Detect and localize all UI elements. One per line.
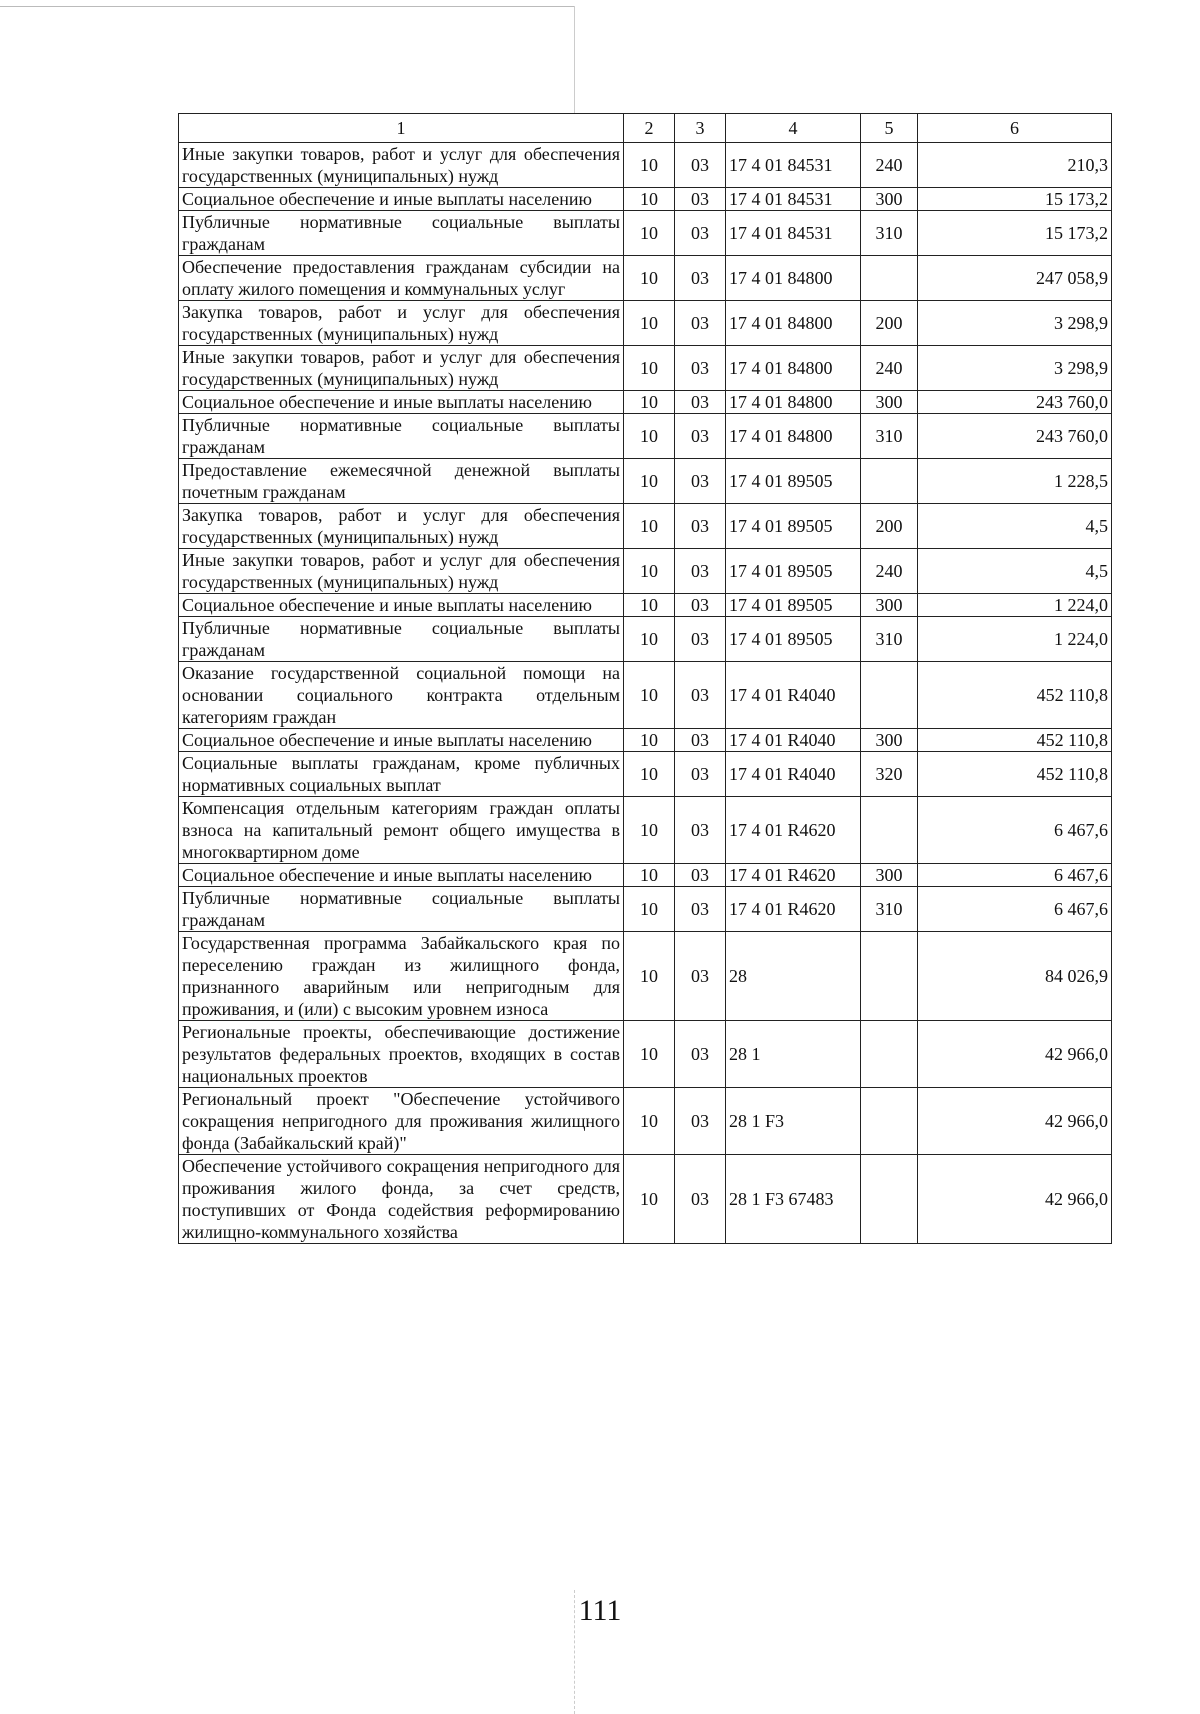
row-subsection-cell: 03: [675, 617, 726, 662]
row-target-code-cell: 28 1 F3 67483: [726, 1155, 861, 1244]
row-expense-type-cell: 240: [861, 346, 918, 391]
row-section-cell: 10: [624, 932, 675, 1021]
row-name-cell: Закупка товаров, работ и услуг для обеспечения государственных (муниципальных) нужд: [179, 301, 624, 346]
row-expense-type-cell: 300: [861, 188, 918, 211]
row-subsection-cell: 03: [675, 504, 726, 549]
table-row: [179, 346, 1112, 391]
row-name-cell: Региональный проект "Обеспечение устойчивого сокращения непригодного для проживания жилищного фонда (Забайкальский край)": [179, 1088, 624, 1155]
row-target-code-cell: 17 4 01 89505: [726, 504, 861, 549]
row-target-code-cell: 17 4 01 84800: [726, 301, 861, 346]
row-amount-cell: 1 224,0: [918, 594, 1112, 617]
row-section-cell: 10: [624, 459, 675, 504]
row-amount-cell: 42 966,0: [918, 1088, 1112, 1155]
row-name-cell: Обеспечение предоставления гражданам субсидии на оплату жилого помещения и коммунальных услуг: [179, 256, 624, 301]
row-target-code-cell: 17 4 01 R4620: [726, 797, 861, 864]
row-expense-type-cell: [861, 1155, 918, 1244]
row-expense-type-cell: 240: [861, 549, 918, 594]
row-expense-type-cell: [861, 932, 918, 1021]
scan-fold-line: [574, 6, 575, 114]
row-target-code-cell: 17 4 01 84800: [726, 346, 861, 391]
row-target-code-cell: 17 4 01 84800: [726, 256, 861, 301]
row-subsection-cell: 03: [675, 188, 726, 211]
row-expense-type-cell: [861, 256, 918, 301]
table-row: [179, 549, 1112, 594]
row-name-cell: Государственная программа Забайкальского края по переселению граждан из жилищного фонда, признанного аварийным или непригодным для проживания, и (или) с высоким уровнем износа: [179, 932, 624, 1021]
row-expense-type-cell: 300: [861, 594, 918, 617]
header-col-4: 4: [726, 114, 861, 143]
row-expense-type-cell: 200: [861, 301, 918, 346]
row-target-code-cell: 17 4 01 89505: [726, 549, 861, 594]
row-expense-type-cell: 310: [861, 887, 918, 932]
row-subsection-cell: 03: [675, 1155, 726, 1244]
row-target-code-cell: 17 4 01 89505: [726, 459, 861, 504]
row-name-cell: Публичные нормативные социальные выплаты гражданам: [179, 211, 624, 256]
row-amount-cell: 1 224,0: [918, 617, 1112, 662]
table-row: [179, 301, 1112, 346]
row-name-cell: Обеспечение устойчивого сокращения непригодного для проживания жилого фонда, за счет средств, поступивших от Фонда содействия реформированию жилищно-коммунального хозяйства: [179, 1155, 624, 1244]
row-section-cell: 10: [624, 1021, 675, 1088]
row-amount-cell: 6 467,6: [918, 864, 1112, 887]
row-section-cell: 10: [624, 346, 675, 391]
row-name-cell: Социальные выплаты гражданам, кроме публичных нормативных социальных выплат: [179, 752, 624, 797]
page-number: 111: [578, 1594, 622, 1627]
row-name-cell: Оказание государственной социальной помощи на основании социального контракта отдельным категориям граждан: [179, 662, 624, 729]
row-subsection-cell: 03: [675, 346, 726, 391]
row-amount-cell: 243 760,0: [918, 391, 1112, 414]
row-subsection-cell: 03: [675, 459, 726, 504]
header-col-6: 6: [918, 114, 1112, 143]
row-section-cell: 10: [624, 1155, 675, 1244]
row-amount-cell: 84 026,9: [918, 932, 1112, 1021]
table-row: [179, 143, 1112, 188]
row-expense-type-cell: 300: [861, 729, 918, 752]
row-name-cell: Региональные проекты, обеспечивающие достижение результатов федеральных проектов, входящих в состав национальных проектов: [179, 1021, 624, 1088]
row-amount-cell: 452 110,8: [918, 752, 1112, 797]
row-subsection-cell: 03: [675, 662, 726, 729]
table-row: [179, 504, 1112, 549]
row-expense-type-cell: [861, 797, 918, 864]
row-amount-cell: 452 110,8: [918, 729, 1112, 752]
header-col-5: 5: [861, 114, 918, 143]
row-section-cell: 10: [624, 729, 675, 752]
row-expense-type-cell: [861, 1021, 918, 1088]
row-amount-cell: 42 966,0: [918, 1155, 1112, 1244]
table-row: [179, 211, 1112, 256]
table-header-row: [179, 114, 1112, 143]
row-expense-type-cell: [861, 1088, 918, 1155]
row-amount-cell: 42 966,0: [918, 1021, 1112, 1088]
header-col-1: 1: [179, 114, 624, 143]
row-target-code-cell: 17 4 01 R4620: [726, 864, 861, 887]
row-target-code-cell: 17 4 01 89505: [726, 617, 861, 662]
row-section-cell: 10: [624, 504, 675, 549]
row-subsection-cell: 03: [675, 887, 726, 932]
row-name-cell: Социальное обеспечение и иные выплаты населению: [179, 729, 624, 752]
row-name-cell: Закупка товаров, работ и услуг для обеспечения государственных (муниципальных) нужд: [179, 504, 624, 549]
row-subsection-cell: 03: [675, 301, 726, 346]
row-target-code-cell: 28: [726, 932, 861, 1021]
table-row: [179, 932, 1112, 1021]
row-subsection-cell: 03: [675, 729, 726, 752]
row-amount-cell: 3 298,9: [918, 346, 1112, 391]
row-section-cell: 10: [624, 391, 675, 414]
row-amount-cell: 4,5: [918, 504, 1112, 549]
row-expense-type-cell: 200: [861, 504, 918, 549]
row-section-cell: 10: [624, 752, 675, 797]
row-amount-cell: 210,3: [918, 143, 1112, 188]
row-name-cell: Социальное обеспечение и иные выплаты населению: [179, 594, 624, 617]
row-section-cell: 10: [624, 594, 675, 617]
row-target-code-cell: 17 4 01 R4620: [726, 887, 861, 932]
row-name-cell: Иные закупки товаров, работ и услуг для обеспечения государственных (муниципальных) нужд: [179, 346, 624, 391]
row-amount-cell: 15 173,2: [918, 211, 1112, 256]
row-target-code-cell: 17 4 01 R4040: [726, 729, 861, 752]
row-name-cell: Публичные нормативные социальные выплаты гражданам: [179, 414, 624, 459]
row-amount-cell: 1 228,5: [918, 459, 1112, 504]
table-row: [179, 729, 1112, 752]
row-amount-cell: 4,5: [918, 549, 1112, 594]
row-name-cell: Предоставление ежемесячной денежной выплаты почетным гражданам: [179, 459, 624, 504]
row-expense-type-cell: 310: [861, 617, 918, 662]
row-subsection-cell: 03: [675, 549, 726, 594]
row-target-code-cell: 17 4 01 84531: [726, 143, 861, 188]
row-subsection-cell: 03: [675, 1088, 726, 1155]
row-section-cell: 10: [624, 143, 675, 188]
row-expense-type-cell: 310: [861, 414, 918, 459]
table-row: [179, 1155, 1112, 1244]
row-subsection-cell: 03: [675, 594, 726, 617]
row-amount-cell: 452 110,8: [918, 662, 1112, 729]
row-expense-type-cell: 310: [861, 211, 918, 256]
row-target-code-cell: 17 4 01 R4040: [726, 752, 861, 797]
row-name-cell: Иные закупки товаров, работ и услуг для обеспечения государственных (муниципальных) нужд: [179, 549, 624, 594]
row-target-code-cell: 17 4 01 84800: [726, 391, 861, 414]
table-row: [179, 391, 1112, 414]
row-name-cell: Социальное обеспечение и иные выплаты населению: [179, 391, 624, 414]
row-section-cell: 10: [624, 256, 675, 301]
row-subsection-cell: 03: [675, 932, 726, 1021]
row-subsection-cell: 03: [675, 797, 726, 864]
row-amount-cell: 15 173,2: [918, 188, 1112, 211]
row-section-cell: 10: [624, 188, 675, 211]
table-row: [179, 752, 1112, 797]
table-row: [179, 864, 1112, 887]
row-name-cell: Социальное обеспечение и иные выплаты населению: [179, 188, 624, 211]
row-amount-cell: 247 058,9: [918, 256, 1112, 301]
row-subsection-cell: 03: [675, 391, 726, 414]
table-row: [179, 594, 1112, 617]
scan-edge-line: [0, 6, 575, 7]
table-row: [179, 662, 1112, 729]
table-row: [179, 797, 1112, 864]
table-body: [179, 143, 1112, 1244]
header-col-3: 3: [675, 114, 726, 143]
row-target-code-cell: 28 1 F3: [726, 1088, 861, 1155]
row-name-cell: Социальное обеспечение и иные выплаты населению: [179, 864, 624, 887]
row-target-code-cell: 17 4 01 84800: [726, 414, 861, 459]
header-col-2: 2: [624, 114, 675, 143]
row-section-cell: 10: [624, 617, 675, 662]
table-row: [179, 887, 1112, 932]
table-row: [179, 256, 1112, 301]
row-expense-type-cell: [861, 459, 918, 504]
row-subsection-cell: 03: [675, 752, 726, 797]
row-expense-type-cell: 320: [861, 752, 918, 797]
row-name-cell: Компенсация отдельным категориям граждан оплаты взноса на капитальный ремонт общего имущества в многоквартирном доме: [179, 797, 624, 864]
row-section-cell: 10: [624, 662, 675, 729]
row-expense-type-cell: [861, 662, 918, 729]
row-section-cell: 10: [624, 414, 675, 459]
row-section-cell: 10: [624, 211, 675, 256]
row-subsection-cell: 03: [675, 864, 726, 887]
table-row: [179, 1021, 1112, 1088]
row-target-code-cell: 17 4 01 89505: [726, 594, 861, 617]
row-amount-cell: 6 467,6: [918, 887, 1112, 932]
table-row: [179, 1088, 1112, 1155]
row-amount-cell: 3 298,9: [918, 301, 1112, 346]
table-row: [179, 188, 1112, 211]
row-amount-cell: 6 467,6: [918, 797, 1112, 864]
row-name-cell: Иные закупки товаров, работ и услуг для обеспечения государственных (муниципальных) нужд: [179, 143, 624, 188]
row-amount-cell: 243 760,0: [918, 414, 1112, 459]
row-expense-type-cell: 300: [861, 864, 918, 887]
row-subsection-cell: 03: [675, 211, 726, 256]
row-section-cell: 10: [624, 549, 675, 594]
row-section-cell: 10: [624, 301, 675, 346]
row-target-code-cell: 17 4 01 84531: [726, 211, 861, 256]
row-subsection-cell: 03: [675, 143, 726, 188]
row-target-code-cell: 17 4 01 84531: [726, 188, 861, 211]
row-section-cell: 10: [624, 864, 675, 887]
row-target-code-cell: 17 4 01 R4040: [726, 662, 861, 729]
row-expense-type-cell: 300: [861, 391, 918, 414]
table-row: [179, 459, 1112, 504]
row-section-cell: 10: [624, 887, 675, 932]
row-name-cell: Публичные нормативные социальные выплаты гражданам: [179, 887, 624, 932]
row-subsection-cell: 03: [675, 1021, 726, 1088]
row-target-code-cell: 28 1: [726, 1021, 861, 1088]
budget-table: [178, 113, 1112, 1244]
row-subsection-cell: 03: [675, 256, 726, 301]
row-name-cell: Публичные нормативные социальные выплаты гражданам: [179, 617, 624, 662]
row-expense-type-cell: 240: [861, 143, 918, 188]
row-section-cell: 10: [624, 1088, 675, 1155]
row-subsection-cell: 03: [675, 414, 726, 459]
table-row: [179, 617, 1112, 662]
row-section-cell: 10: [624, 797, 675, 864]
table-row: [179, 414, 1112, 459]
